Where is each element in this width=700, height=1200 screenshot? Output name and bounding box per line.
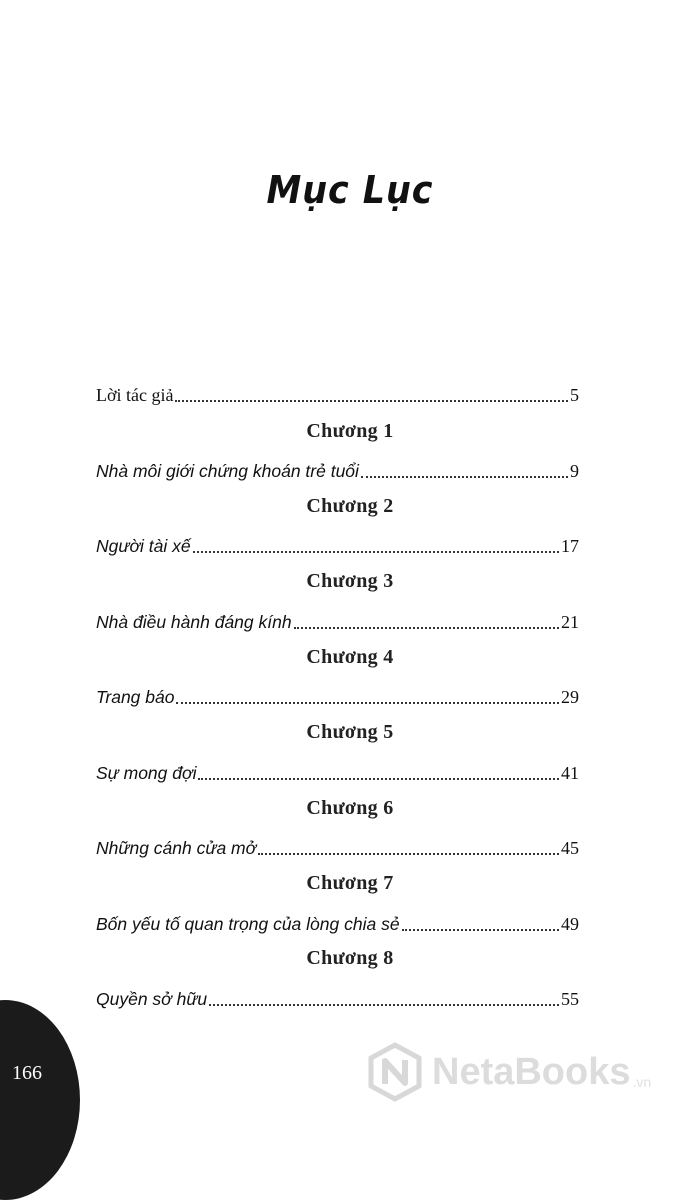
toc-entry-page: 5 xyxy=(570,385,579,405)
toc-entry-chapter-7 xyxy=(96,905,579,935)
netabooks-logo-icon xyxy=(368,1042,422,1102)
toc-entry-preface xyxy=(96,376,579,406)
toc-entry-label: Lời tác giả xyxy=(96,385,174,405)
dot-leader xyxy=(175,400,568,402)
toc-entry-label: Trang báo xyxy=(96,687,175,707)
toc-entry-page: 9 xyxy=(570,461,579,481)
toc-entry-chapter-2 xyxy=(96,527,579,557)
dot-leader xyxy=(294,627,559,629)
toc-entry-page: 49 xyxy=(561,914,579,934)
toc-entry-chapter-8 xyxy=(96,980,579,1010)
chapter-heading: Chương 1 xyxy=(306,420,394,442)
toc-entry-chapter-6 xyxy=(96,829,579,859)
toc-entry-label: Nhà điều hành đáng kính xyxy=(96,612,292,632)
toc-entry-page: 45 xyxy=(561,838,579,858)
dot-leader xyxy=(193,551,559,553)
toc-entry-chapter-1 xyxy=(96,452,579,482)
dot-leader xyxy=(361,476,568,478)
watermark-logo xyxy=(368,1042,651,1102)
chapter-heading: Chương 8 xyxy=(306,947,394,969)
page-number: 166 xyxy=(12,1062,42,1084)
dot-leader xyxy=(209,1004,559,1006)
toc-entry-label: Quyền sở hữu xyxy=(96,989,208,1009)
toc-entry-page: 41 xyxy=(561,763,579,783)
watermark-suffix: .vn xyxy=(632,1074,652,1090)
toc-entry-chapter-3 xyxy=(96,603,579,633)
toc-entry-page: 21 xyxy=(561,612,579,632)
toc-entry-label: Người tài xế xyxy=(96,536,191,556)
chapter-heading: Chương 7 xyxy=(306,872,394,894)
toc-entry-page: 29 xyxy=(561,687,579,707)
toc-entry-label: Nhà môi giới chứng khoán trẻ tuổi xyxy=(96,461,359,481)
watermark-name: NetaBooks xyxy=(432,1050,631,1093)
chapter-heading: Chương 2 xyxy=(306,495,394,517)
page-title: Mục Lục xyxy=(266,168,434,212)
page-corner-decoration xyxy=(0,1000,80,1200)
dot-leader xyxy=(198,778,559,780)
chapter-heading: Chương 6 xyxy=(306,797,394,819)
toc-entry-chapter-5 xyxy=(96,754,579,784)
toc-entry-chapter-4 xyxy=(96,678,579,708)
chapter-heading: Chương 4 xyxy=(306,646,394,668)
chapter-heading: Chương 5 xyxy=(306,721,394,743)
toc-entry-page: 17 xyxy=(561,536,579,556)
toc-entry-label: Bốn yếu tố quan trọng của lòng chia sẻ xyxy=(96,914,400,934)
toc-entry-page: 55 xyxy=(561,989,579,1009)
dot-leader xyxy=(176,702,559,704)
dot-leader xyxy=(258,853,559,855)
toc-entry-label: Những cánh cửa mở xyxy=(96,838,257,858)
chapter-heading: Chương 3 xyxy=(306,570,394,592)
toc-entry-label: Sự mong đợi xyxy=(96,763,197,783)
dot-leader xyxy=(402,929,559,931)
